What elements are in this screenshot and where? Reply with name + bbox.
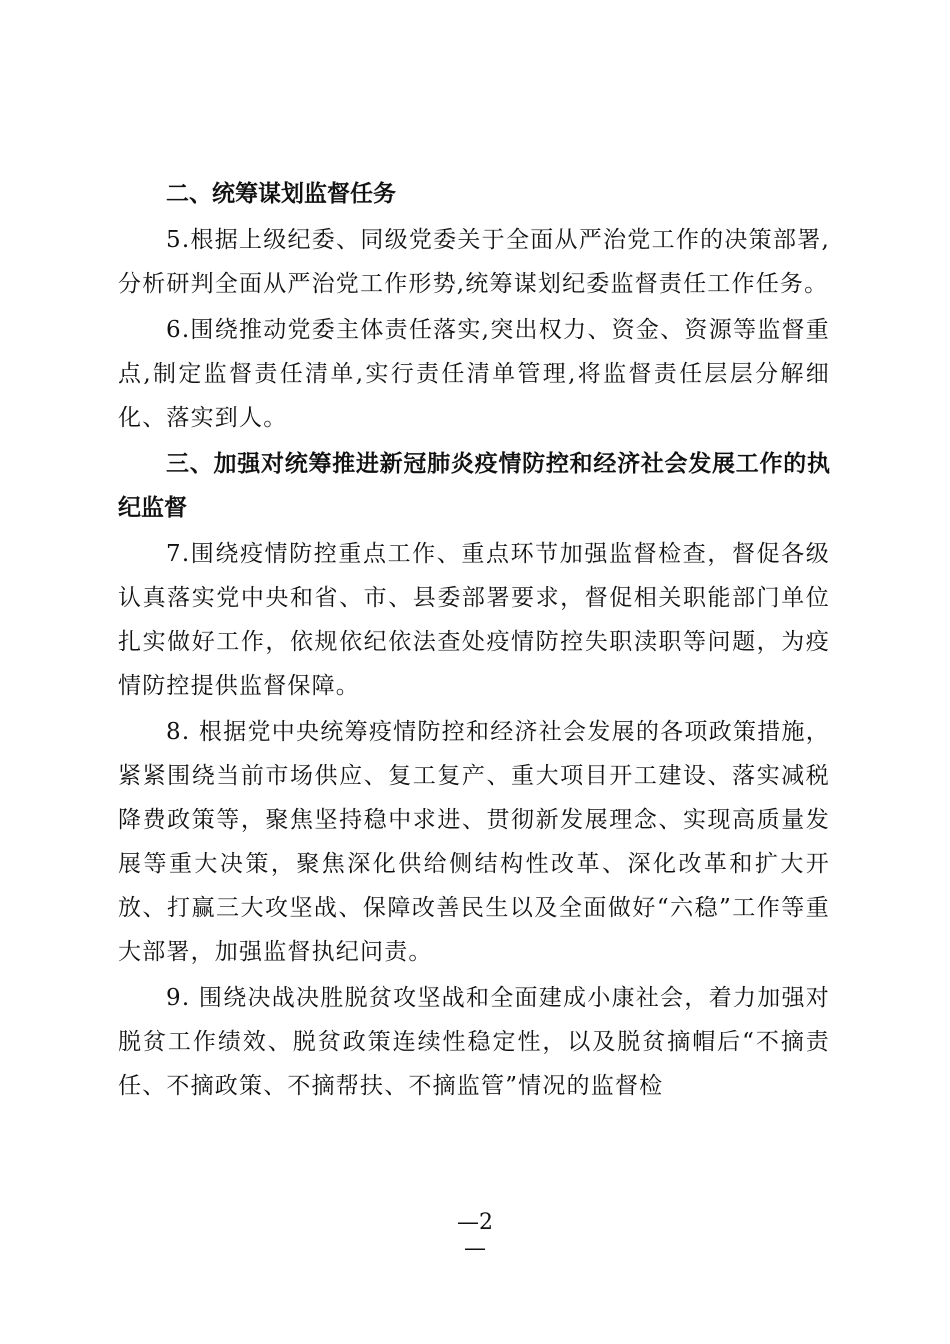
section-heading-2: 二、统筹谋划监督任务 [166, 181, 396, 207]
page-number [0, 1210, 950, 1262]
section-heading-3: 三、加强对统筹推进新冠肺炎疫情防控和经济社会发展工作的执纪监督 [118, 451, 830, 521]
paragraph-7: 7.围绕疫情防控重点工作、重点环节加强监督检查，督促各级认真落实党中央和省、市、县委部署要求，督促相关职能部门单位扎实做好工作，依规依纪依法查处疫情防控失职渎职等问题，为疫情防控提供监督保障。 [118, 541, 830, 699]
paragraph-9: 9. 围绕决战决胜脱贫攻坚战和全面建成小康社会，着力加强对脱贫工作绩效、脱贫政策连续性稳定性，以及脱贫摘帽后“不摘责任、不摘政策、不摘帮扶、不摘监管”情况的监督检 [118, 985, 830, 1099]
page-number-line-1: —2 [457, 1210, 493, 1235]
paragraph-5: 5.根据上级纪委、同级党委关于全面从严治党工作的决策部署,分析研判全面从严治党工作形势,统筹谋划纪委监督责任工作任务。 [118, 227, 830, 297]
paragraph-6: 6.围绕推动党委主体责任落实,突出权力、资金、资源等监督重点,制定监督责任清单,实行责任清单管理,将监督责任层层分解细化、落实到人。 [118, 317, 830, 431]
paragraph-8: 8. 根据党中央统筹疫情防控和经济社会发展的各项政策措施，紧紧围绕当前市场供应、复工复产、重大项目开工建设、落实减税降费政策等，聚焦坚持稳中求进、贯彻新发展理念、实现高质量发展等重大决策，聚焦深化供给侧结构性改革、深化改革和扩大开放、打赢三大攻坚战、保障改善民生以及全面做好“六稳”工作等重大部署，加强监督执纪问责。 [118, 719, 830, 965]
document-body [118, 172, 830, 1108]
page-number-line-2: — [464, 1236, 486, 1261]
